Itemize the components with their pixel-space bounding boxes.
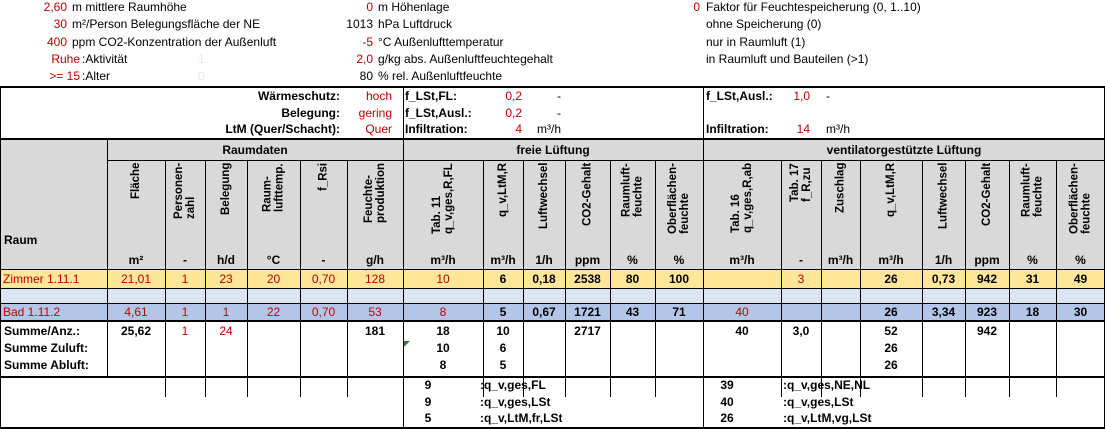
table-cell: 18 <box>1025 305 1040 319</box>
footer-text: :q_v,LtM,vg,LSt <box>783 411 872 425</box>
sum-tab11: 18 <box>436 324 450 338</box>
footer-num: 9 <box>424 378 432 392</box>
setting-value: hoch <box>365 89 392 103</box>
grid-line <box>703 86 704 428</box>
table-cell: 942 <box>976 272 998 286</box>
footer-num: 26 <box>720 411 734 425</box>
param-val: 80 <box>359 69 373 83</box>
sum-vltm: 52 <box>884 324 898 338</box>
col-header: Luftwechsel <box>937 163 950 230</box>
col-header: Tab. 16 q_v,ges,R,ab <box>730 163 754 234</box>
setting-label: Belegung: <box>281 106 340 120</box>
sum-tab11: 8 <box>439 358 447 372</box>
grid-line <box>107 139 108 376</box>
grid-line <box>0 86 1 428</box>
setting-label: LtM (Quer/Schacht): <box>225 122 340 136</box>
sum-ltm: 10 <box>496 324 510 338</box>
summary-label: Summe/Anz.: <box>4 324 81 338</box>
sum-tab11: 10 <box>436 341 450 355</box>
footer-num: 9 <box>424 395 432 409</box>
setting-dash: - <box>826 89 830 103</box>
col-header: Oberflächen- feuchte <box>667 163 691 234</box>
sum-beleg: 24 <box>219 324 233 338</box>
table-cell: 1721 <box>574 305 601 319</box>
param-label: m²/Person Belegungsfläche der NE <box>72 17 261 31</box>
setting-label: Infiltration: <box>706 122 769 136</box>
sum-ltm: 5 <box>499 358 507 372</box>
col-header: Zuschlag <box>834 163 847 214</box>
row-room-name: Bad 1.11.2 <box>3 305 61 319</box>
table-cell: 30 <box>1073 305 1088 319</box>
col-header: CO2-Gehalt <box>981 163 993 227</box>
section-raumdaten: Raumdaten <box>222 143 288 157</box>
col-unit: % <box>1075 253 1086 267</box>
table-cell: 1 <box>181 305 189 319</box>
col-header: Tab. 11 q_v,ges,R,FL <box>431 163 455 234</box>
table-cell: 100 <box>668 272 690 286</box>
col-header: Personen- zahl <box>173 163 197 220</box>
col-header: CO2-Gehalt <box>581 163 594 227</box>
setting-value: 0,2 <box>505 89 522 103</box>
table-cell: 6 <box>499 272 507 286</box>
table-cell: 43 <box>625 305 640 319</box>
col-unit: °C <box>266 253 281 267</box>
sum-ltm: 6 <box>499 341 507 355</box>
sum-vltm: 26 <box>884 358 898 372</box>
param-label: :Alter <box>82 69 111 83</box>
table-cell: 49 <box>1073 272 1088 286</box>
setting-value: Quer <box>365 122 392 136</box>
param-option: in Raumluft und Bauteilen (>1) <box>706 52 869 66</box>
param-option: nur in Raumluft (1) <box>706 35 806 49</box>
param-val: 2,60 <box>43 0 67 14</box>
col-unit: m³/h <box>827 253 854 267</box>
col-unit: g/h <box>366 253 384 267</box>
table-cell: 31 <box>1025 272 1040 286</box>
col-unit: m³/h <box>878 253 904 267</box>
col-unit: - <box>183 253 187 267</box>
table-cell: 80 <box>625 272 640 286</box>
grid-line <box>205 160 206 397</box>
grid-line <box>107 160 1105 161</box>
table-cell: 3 <box>797 272 805 286</box>
summary-label: Summe Zuluft: <box>4 341 88 355</box>
setting-label: f_LSt,Ausl.: <box>405 106 472 120</box>
table-cell: 40 <box>735 305 749 319</box>
grid-line <box>300 160 301 397</box>
param-val: >= 15 <box>49 69 80 83</box>
grid-line <box>403 86 404 428</box>
setting-value: 1,0 <box>793 89 810 103</box>
param-val: 30 <box>53 17 67 31</box>
col-unit: ppm <box>574 253 601 267</box>
table-cell: 26 <box>884 272 898 286</box>
sum-feuchte: 181 <box>364 324 386 338</box>
footer-num: 5 <box>424 411 432 425</box>
param-label: °C Außenlufttemperatur <box>378 35 504 49</box>
footer-text: :q_v,ges,NE,NL <box>783 378 871 392</box>
table-cell: 10 <box>436 272 450 286</box>
table-cell: 26 <box>884 305 898 319</box>
grid-line <box>965 160 966 397</box>
setting-value: gering <box>358 106 392 120</box>
table-cell: 0,73 <box>931 272 956 286</box>
table-cell: 2538 <box>574 272 601 286</box>
comment-marker <box>404 341 410 347</box>
setting-dash: - <box>557 89 561 103</box>
footer-text: :q_v,ges,LSt <box>783 395 854 409</box>
footer-num: 39 <box>720 378 734 392</box>
grid-line <box>565 160 566 397</box>
sum-pers: 1 <box>181 324 189 338</box>
param-label: m Höhenlage <box>378 0 450 14</box>
setting-value: 4 <box>515 122 522 136</box>
param-option: ohne Speicherung (0) <box>706 17 822 31</box>
table-cell: 1 <box>181 272 189 286</box>
grid-line <box>165 160 166 397</box>
grid-line <box>821 160 822 397</box>
grid-line <box>610 160 611 397</box>
col-unit: % <box>627 253 638 267</box>
param-label: :Aktivität <box>82 52 128 66</box>
setting-value: 0,2 <box>505 106 522 120</box>
table-cell: 1 <box>222 305 230 319</box>
setting-label: f_LSt,Ausl.: <box>706 89 773 103</box>
param-label: % rel. Außenluftfeuchte <box>378 69 503 83</box>
setting-label: Wärmeschutz: <box>257 89 340 103</box>
sum-tab16: 40 <box>735 324 749 338</box>
grid-line <box>655 160 656 397</box>
grid-line <box>347 160 348 397</box>
param-label: m mittlere Raumhöhe <box>72 0 187 14</box>
col-header: Fläche <box>130 163 142 200</box>
col-header: Tab. 17 f_R,zu <box>789 163 813 202</box>
table-cell: 23 <box>219 272 233 286</box>
col-unit: h/d <box>217 253 235 267</box>
table-cell: 128 <box>364 272 386 286</box>
param-val: 0 <box>366 0 373 14</box>
grid-line <box>523 160 524 397</box>
col-unit: - <box>321 253 326 267</box>
setting-dash: - <box>557 106 561 120</box>
col-unit: - <box>799 253 803 267</box>
grid-line <box>0 138 1105 140</box>
footer-num: 40 <box>720 395 734 409</box>
table-cell: 4,61 <box>124 305 148 319</box>
section-vent: ventilatorgestützte Lüftung <box>826 143 982 157</box>
col-header: Oberflächen- feuchte <box>1068 163 1093 234</box>
sum-tab17: 3,0 <box>792 324 810 338</box>
col-header: Raumluft- feuchte <box>620 163 645 217</box>
param-val: 400 <box>46 35 67 49</box>
param-val: Ruhe <box>51 52 80 66</box>
param-label: hPa Luftdruck <box>378 17 453 31</box>
table-cell: 71 <box>672 305 686 319</box>
table-cell: 5 <box>499 305 507 319</box>
col-header: Belegung <box>220 163 232 216</box>
table-cell: 0,70 <box>311 272 336 286</box>
col-unit: m² <box>128 253 144 267</box>
col-header: q_v,LtM,R <box>497 163 509 218</box>
col-unit: 1/h <box>535 253 553 267</box>
param-label: g/kg abs. Außenluftfeuchtegehalt <box>378 52 553 66</box>
table-cell: 0,70 <box>311 305 336 319</box>
grid-line <box>1009 160 1010 397</box>
grid-line <box>1056 160 1057 397</box>
grid-line <box>922 160 923 397</box>
col-header: Raum- lufttemp. <box>261 163 286 212</box>
param-hidden: 1 <box>198 52 205 66</box>
col-unit: % <box>1027 253 1038 267</box>
table-cell: 0,67 <box>532 305 556 319</box>
table-cell: 21,01 <box>120 272 152 286</box>
sum-co2: 2717 <box>574 324 601 338</box>
sum-vco2: 942 <box>976 324 998 338</box>
footer-text: :q_v,ges,FL <box>480 378 546 392</box>
col-header: Luftwechsel <box>538 163 550 230</box>
col-unit: m³/h <box>490 253 516 267</box>
row-room-name: Zimmer 1.11.1 <box>3 272 80 286</box>
col-unit: m³/h <box>430 253 456 267</box>
table-cell: 53 <box>368 305 382 319</box>
table-cell: 20 <box>266 272 281 286</box>
col-unit: ppm <box>974 253 1000 267</box>
col-header-raum: Raum <box>4 233 38 247</box>
setting-label: f_LSt,FL: <box>405 89 457 103</box>
table-cell: 3,34 <box>931 305 956 319</box>
grid-line <box>781 160 782 397</box>
col-header: Raumluft- feuchte <box>1020 163 1045 217</box>
table-cell: 0,18 <box>532 272 556 286</box>
footer-text: :q_v,ges,LSt <box>480 395 551 409</box>
col-unit: m³/h <box>729 253 755 267</box>
grid-line <box>247 160 248 397</box>
setting-unit: m³/h <box>537 122 561 136</box>
section-freie: freie Lüftung <box>516 143 590 157</box>
setting-unit: m³/h <box>826 122 850 136</box>
param-val: -5 <box>362 35 373 49</box>
footer-text: :q_v,LtM,fr,LSt <box>480 411 563 425</box>
setting-value: 14 <box>796 122 810 136</box>
col-header: q_v,LtM,R <box>885 163 897 218</box>
param-hidden: 0 <box>198 69 205 83</box>
table-cell: 8 <box>439 305 447 319</box>
setting-label: Infiltration: <box>405 122 468 136</box>
sum-vltm: 26 <box>884 341 898 355</box>
param-val: 2,0 <box>356 52 373 66</box>
col-header: Feuchte- produktion <box>363 163 387 224</box>
param-val: 1013 <box>346 17 373 31</box>
summary-label: Summe Abluft: <box>4 358 89 372</box>
col-unit: % <box>673 253 685 267</box>
param-val: 0 <box>693 0 700 14</box>
col-header: f_Rsi <box>317 163 330 192</box>
sum-flaeche: 25,62 <box>120 324 152 338</box>
table-cell: 22 <box>266 305 281 319</box>
param-label: ppm CO2-Konzentration der Außenluft <box>72 35 277 49</box>
table-cell: 923 <box>976 305 998 319</box>
param-label: Faktor für Feuchtespeicherung (0, 1..10) <box>706 0 921 14</box>
col-unit: 1/h <box>934 253 953 267</box>
